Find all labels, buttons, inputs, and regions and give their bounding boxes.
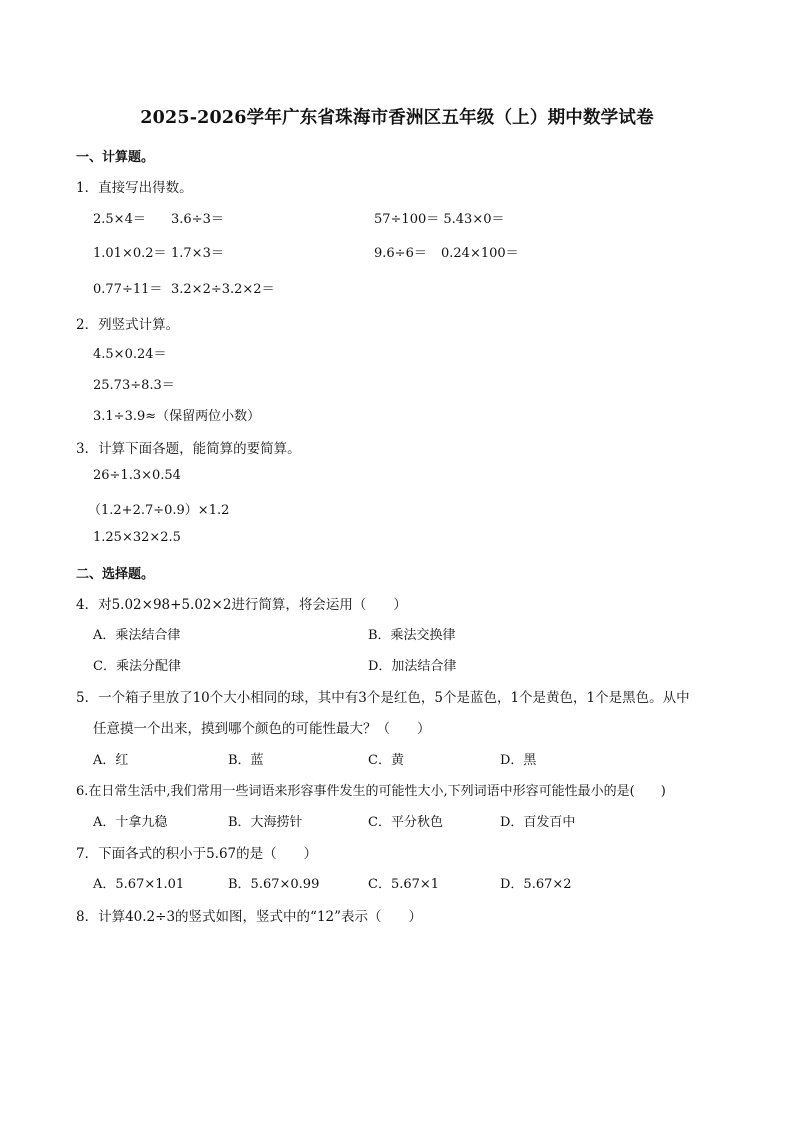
q2-item: 25.73÷8.3＝ [93, 378, 175, 393]
q5-option-c: C．黄 [368, 753, 404, 768]
q1-item: 9.6÷6＝ [374, 246, 427, 261]
q7-option-a: A．5.67×1.01 [93, 877, 185, 892]
q7-option-d: D．5.67×2 [500, 877, 572, 892]
question-3-stem: 3．计算下面各题，能简算的要简算。 [76, 441, 301, 457]
question-4-stem: 4．对5.02×98+5.02×2进行简算，将会运用（ ） [76, 597, 407, 613]
q1-item: 0.24×100＝ [441, 246, 519, 261]
q2-item: 3.1÷3.9≈（保留两位小数） [93, 409, 261, 424]
q1-item: 1.7×3＝ [171, 246, 224, 261]
question-7-stem: 7．下面各式的积小于5.67的是（ ） [76, 846, 318, 862]
question-2-stem: 2．列竖式计算。 [76, 317, 180, 333]
q6-option-d: D．百发百中 [500, 815, 576, 830]
q5-option-d: D．黑 [500, 753, 537, 768]
q1-item: 3.2×2÷3.2×2＝ [171, 282, 275, 297]
question-6-stem: 6.在日常生活中,我们常用一些词语来形容事件发生的可能性大小,下列词语中形容可能性最小的是( ) [76, 784, 666, 799]
q3-item: 26÷1.3×0.54 [93, 468, 181, 483]
q2-item: 4.5×0.24＝ [93, 347, 167, 362]
q3-item: 1.25×32×2.5 [93, 530, 181, 545]
q7-option-b: B．5.67×0.99 [228, 877, 320, 892]
section-heading-calculation: 一、计算题。 [76, 150, 155, 165]
q4-option-c: C．乘法分配律 [93, 659, 181, 674]
q7-option-c: C．5.67×1 [368, 877, 440, 892]
page-title: 2025-2026学年广东省珠海市香洲区五年级（上）期中数学试卷 [140, 108, 654, 128]
question-8-stem: 8．计算40.2÷3的竖式如图，竖式中的“12”表示（ ） [76, 909, 423, 925]
question-5-stem: 5．一个箱子里放了10个大小相同的球，其中有3个是红色，5个是蓝色，1个是黄色，1个是黑色。从中 [76, 690, 690, 706]
q4-option-a: A．乘法结合律 [93, 628, 181, 643]
q1-item: 3.6÷3＝ [171, 212, 224, 227]
q5-option-b: B．蓝 [228, 753, 264, 768]
q1-item: 2.5×4＝ [93, 212, 146, 227]
question-5-stem-cont: 任意摸一个出来，摸到哪个颜色的可能性最大？（ ） [93, 721, 431, 737]
question-1-stem: 1．直接写出得数。 [76, 180, 193, 196]
q4-option-b: B．乘法交换律 [368, 628, 456, 643]
q6-option-c: C．平分秋色 [368, 815, 443, 830]
q1-item: 1.01×0.2＝ [93, 246, 167, 261]
q3-item: （1.2+2.7÷0.9）×1.2 [88, 503, 230, 518]
q4-option-d: D．加法结合律 [368, 659, 457, 674]
q6-option-b: B．大海捞针 [228, 815, 303, 830]
q1-item: 57÷100＝ 5.43×0＝ [374, 212, 505, 227]
section-heading-choice: 二、选择题。 [76, 567, 155, 582]
q6-option-a: A．十拿九稳 [93, 815, 168, 830]
q5-option-a: A．红 [93, 753, 129, 768]
q1-item: 0.77÷11＝ [93, 282, 163, 297]
